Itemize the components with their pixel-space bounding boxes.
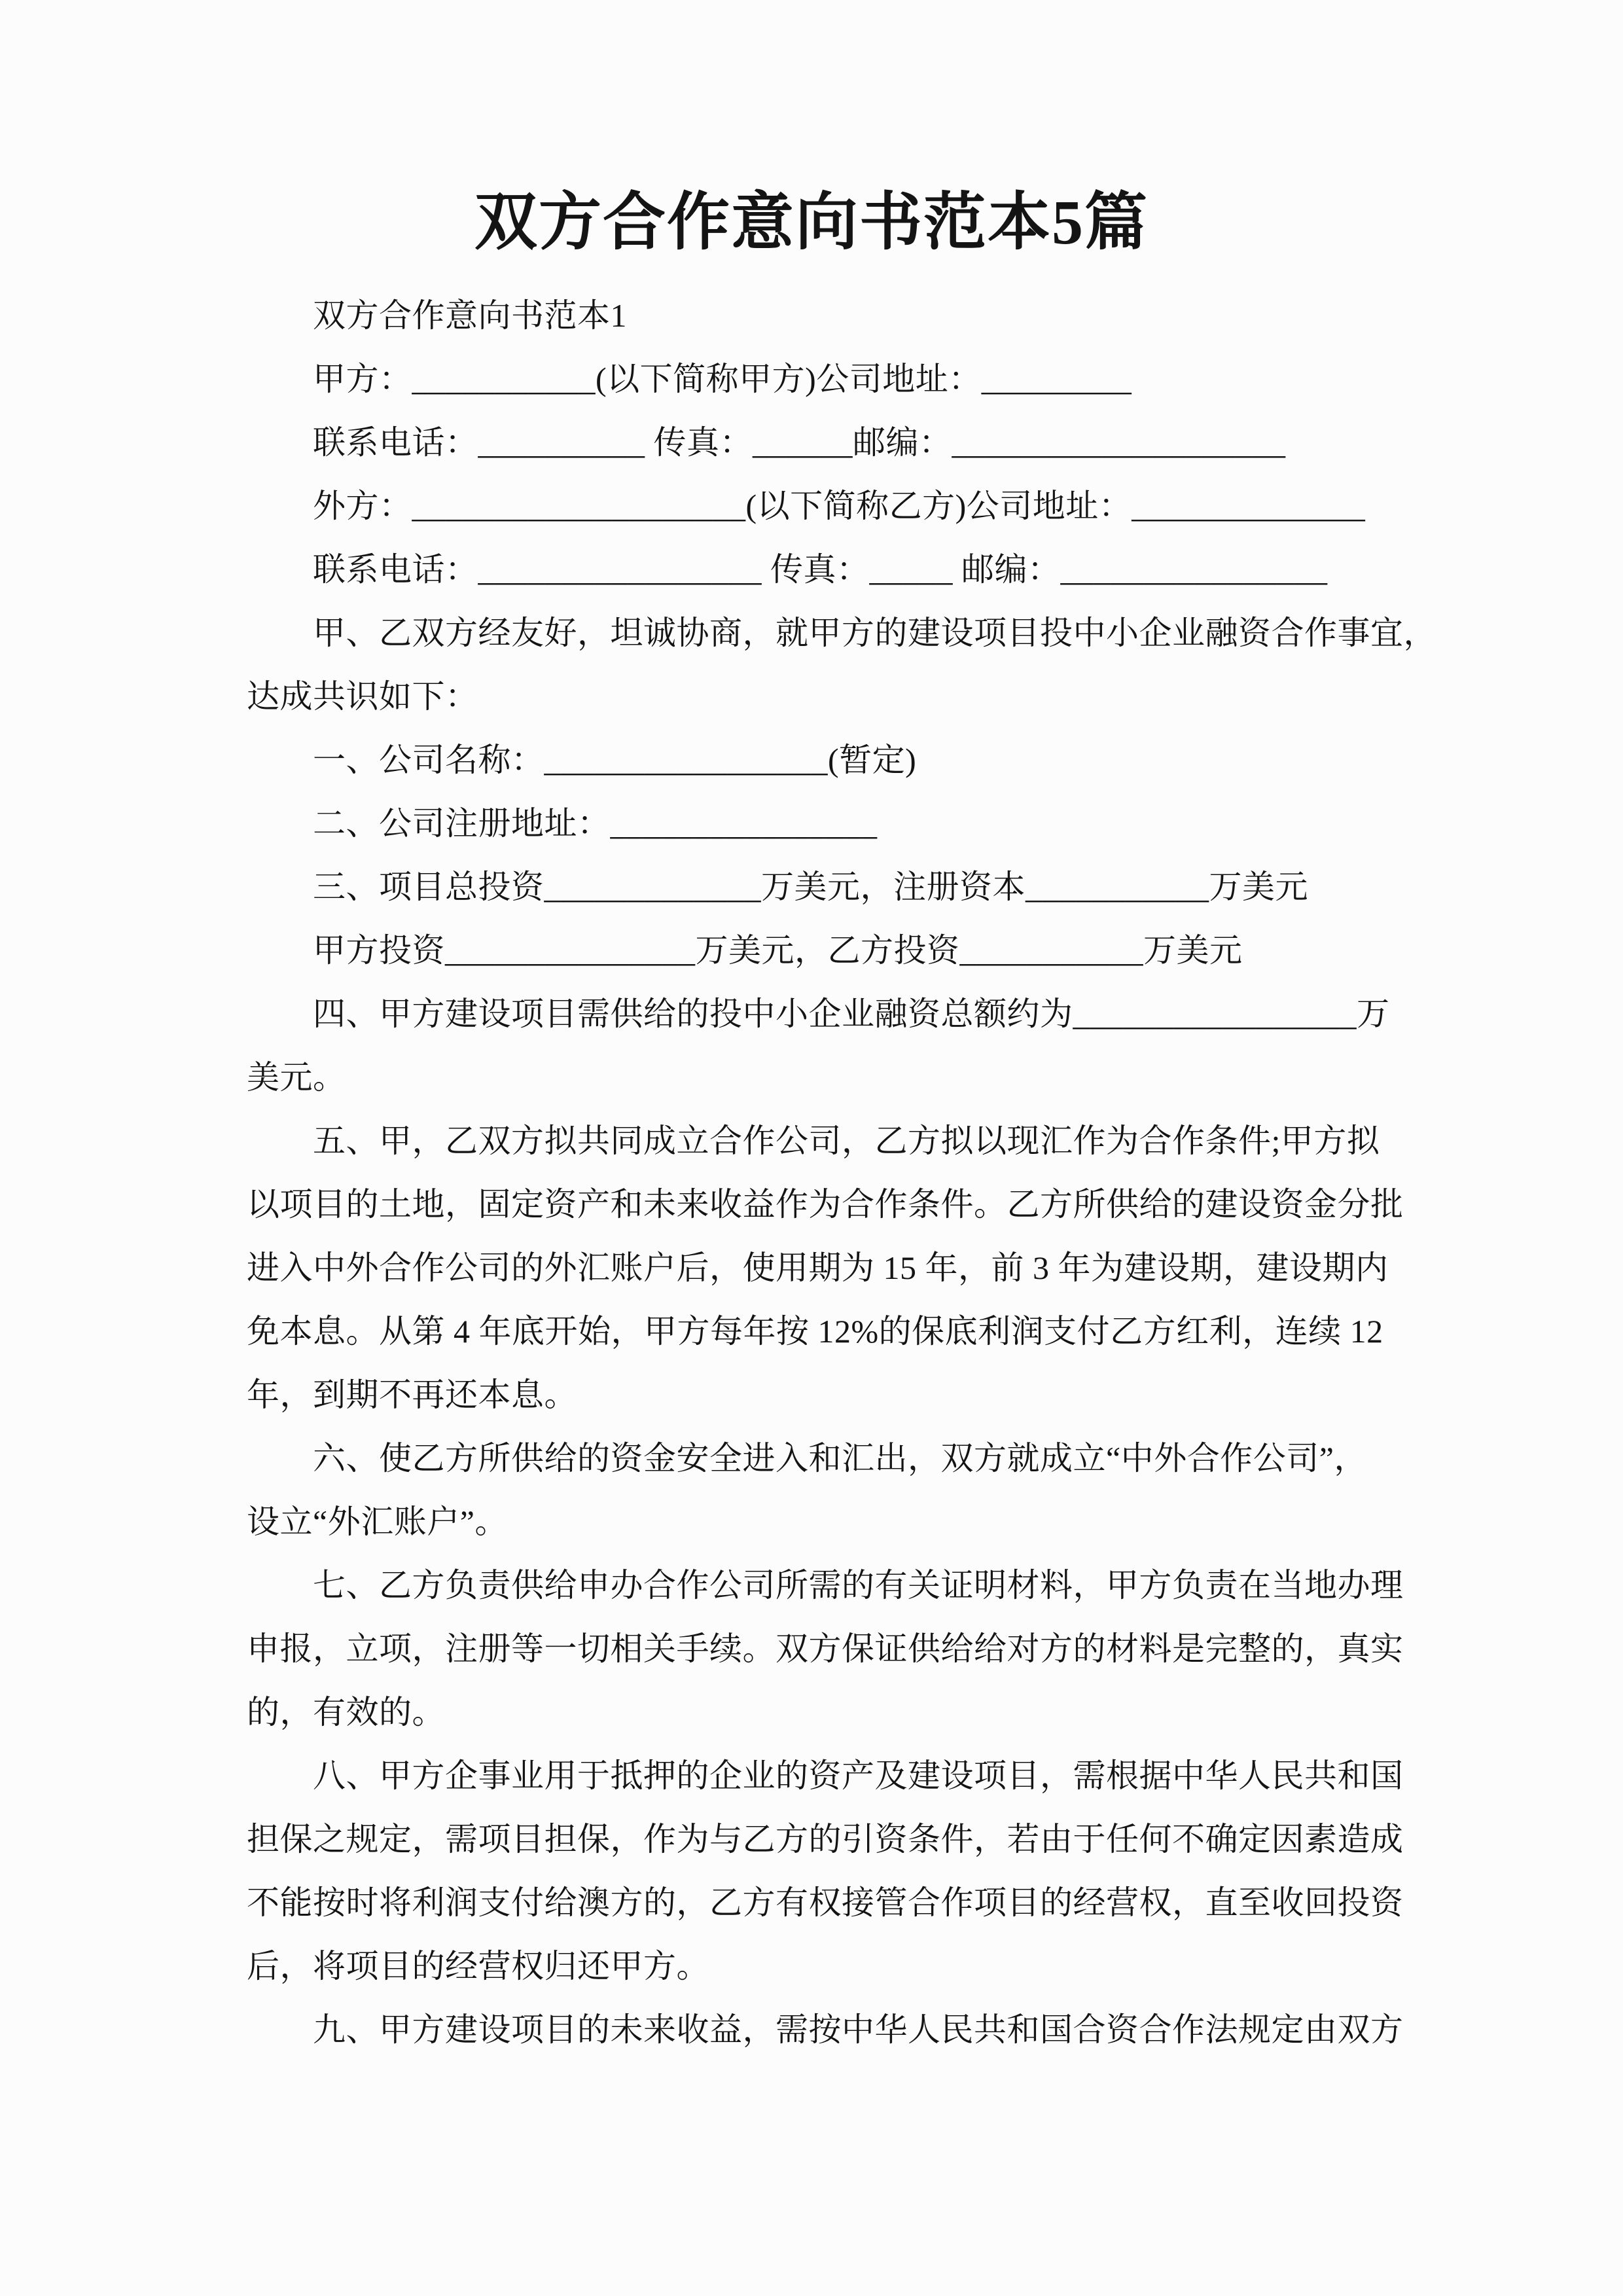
document-line: 不能按时将利润支付给澳方的，乙方有权接管合作项目的经营权，直至收回投资 — [247, 1884, 1404, 1921]
document-line: 五、甲，乙双方拟共同成立合作公司，乙方拟以现汇作为合作条件;甲方拟 — [313, 1122, 1380, 1159]
document-line: 年，到期不再还本息。 — [247, 1376, 577, 1413]
document-line: 一、公司名称：_________________(暂定) — [313, 742, 917, 778]
document-line: 四、甲方建设项目需供给的投中小企业融资总额约为_________________万 — [313, 996, 1390, 1032]
document-line: 六、使乙方所供给的资金安全进入和汇出，双方就成立“中外合作公司”， — [313, 1440, 1367, 1477]
document-line: 双方合作意向书范本1 — [313, 297, 627, 334]
document-line: 联系电话：_________________ 传真：_____ 邮编：________________ — [313, 551, 1328, 588]
document-line: 后，将项目的经营权归还甲方。 — [247, 1948, 709, 1984]
document-line: 以项目的土地，固定资产和未来收益作为合作条件。乙方所供给的建设资金分批 — [247, 1186, 1404, 1223]
document-line: 的，有效的。 — [247, 1694, 445, 1731]
document-line: 联系电话：__________ 传真：______邮编：____________________ — [313, 424, 1286, 461]
document-line: 外方：____________________(以下简称乙方)公司地址：______________ — [313, 488, 1366, 524]
document-line: 七、乙方负责供给申办合作公司所需的有关证明材料，甲方负责在当地办理 — [313, 1567, 1404, 1604]
document-line: 美元。 — [247, 1059, 346, 1096]
document-line: 免本息。从第 4 年底开始，甲方每年按 12%的保底利润支付乙方红利，连续 12 — [247, 1313, 1383, 1350]
document-line: 九、甲方建设项目的未来收益，需按中华人民共和国合资合作法规定由双方 — [313, 2011, 1404, 2048]
document-line: 二、公司注册地址：________________ — [313, 805, 878, 842]
document-line: 达成共识如下： — [247, 678, 478, 715]
document-line: 甲方投资_______________万美元，乙方投资___________万美元 — [313, 932, 1243, 969]
document-line: 设立“外汇账户”。 — [247, 1503, 508, 1540]
document-line: 甲、乙双方经友好，坦诚协商，就甲方的建设项目投中小企业融资合作事宜， — [313, 615, 1436, 651]
document-body — [247, 284, 1436, 2062]
document-line: 八、甲方企事业用于抵押的企业的资产及建设项目，需根据中华人民共和国 — [313, 1757, 1404, 1794]
document-line: 进入中外合作公司的外汇账户后，使用期为 15 年，前 3 年为建设期，建设期内 — [247, 1249, 1389, 1286]
document-line: 申报，立项，注册等一切相关手续。双方保证供给给对方的材料是完整的，真实 — [247, 1630, 1404, 1667]
document-line: 三、项目总投资_____________万美元，注册资本___________万美元 — [313, 869, 1308, 905]
document-line: 担保之规定，需项目担保，作为与乙方的引资条件，若由于任何不确定因素造成 — [247, 1821, 1404, 1857]
document-line: 甲方：___________(以下简称甲方)公司地址：_________ — [313, 361, 1132, 397]
document-title: 双方合作意向书范本5篇 — [474, 187, 1149, 257]
